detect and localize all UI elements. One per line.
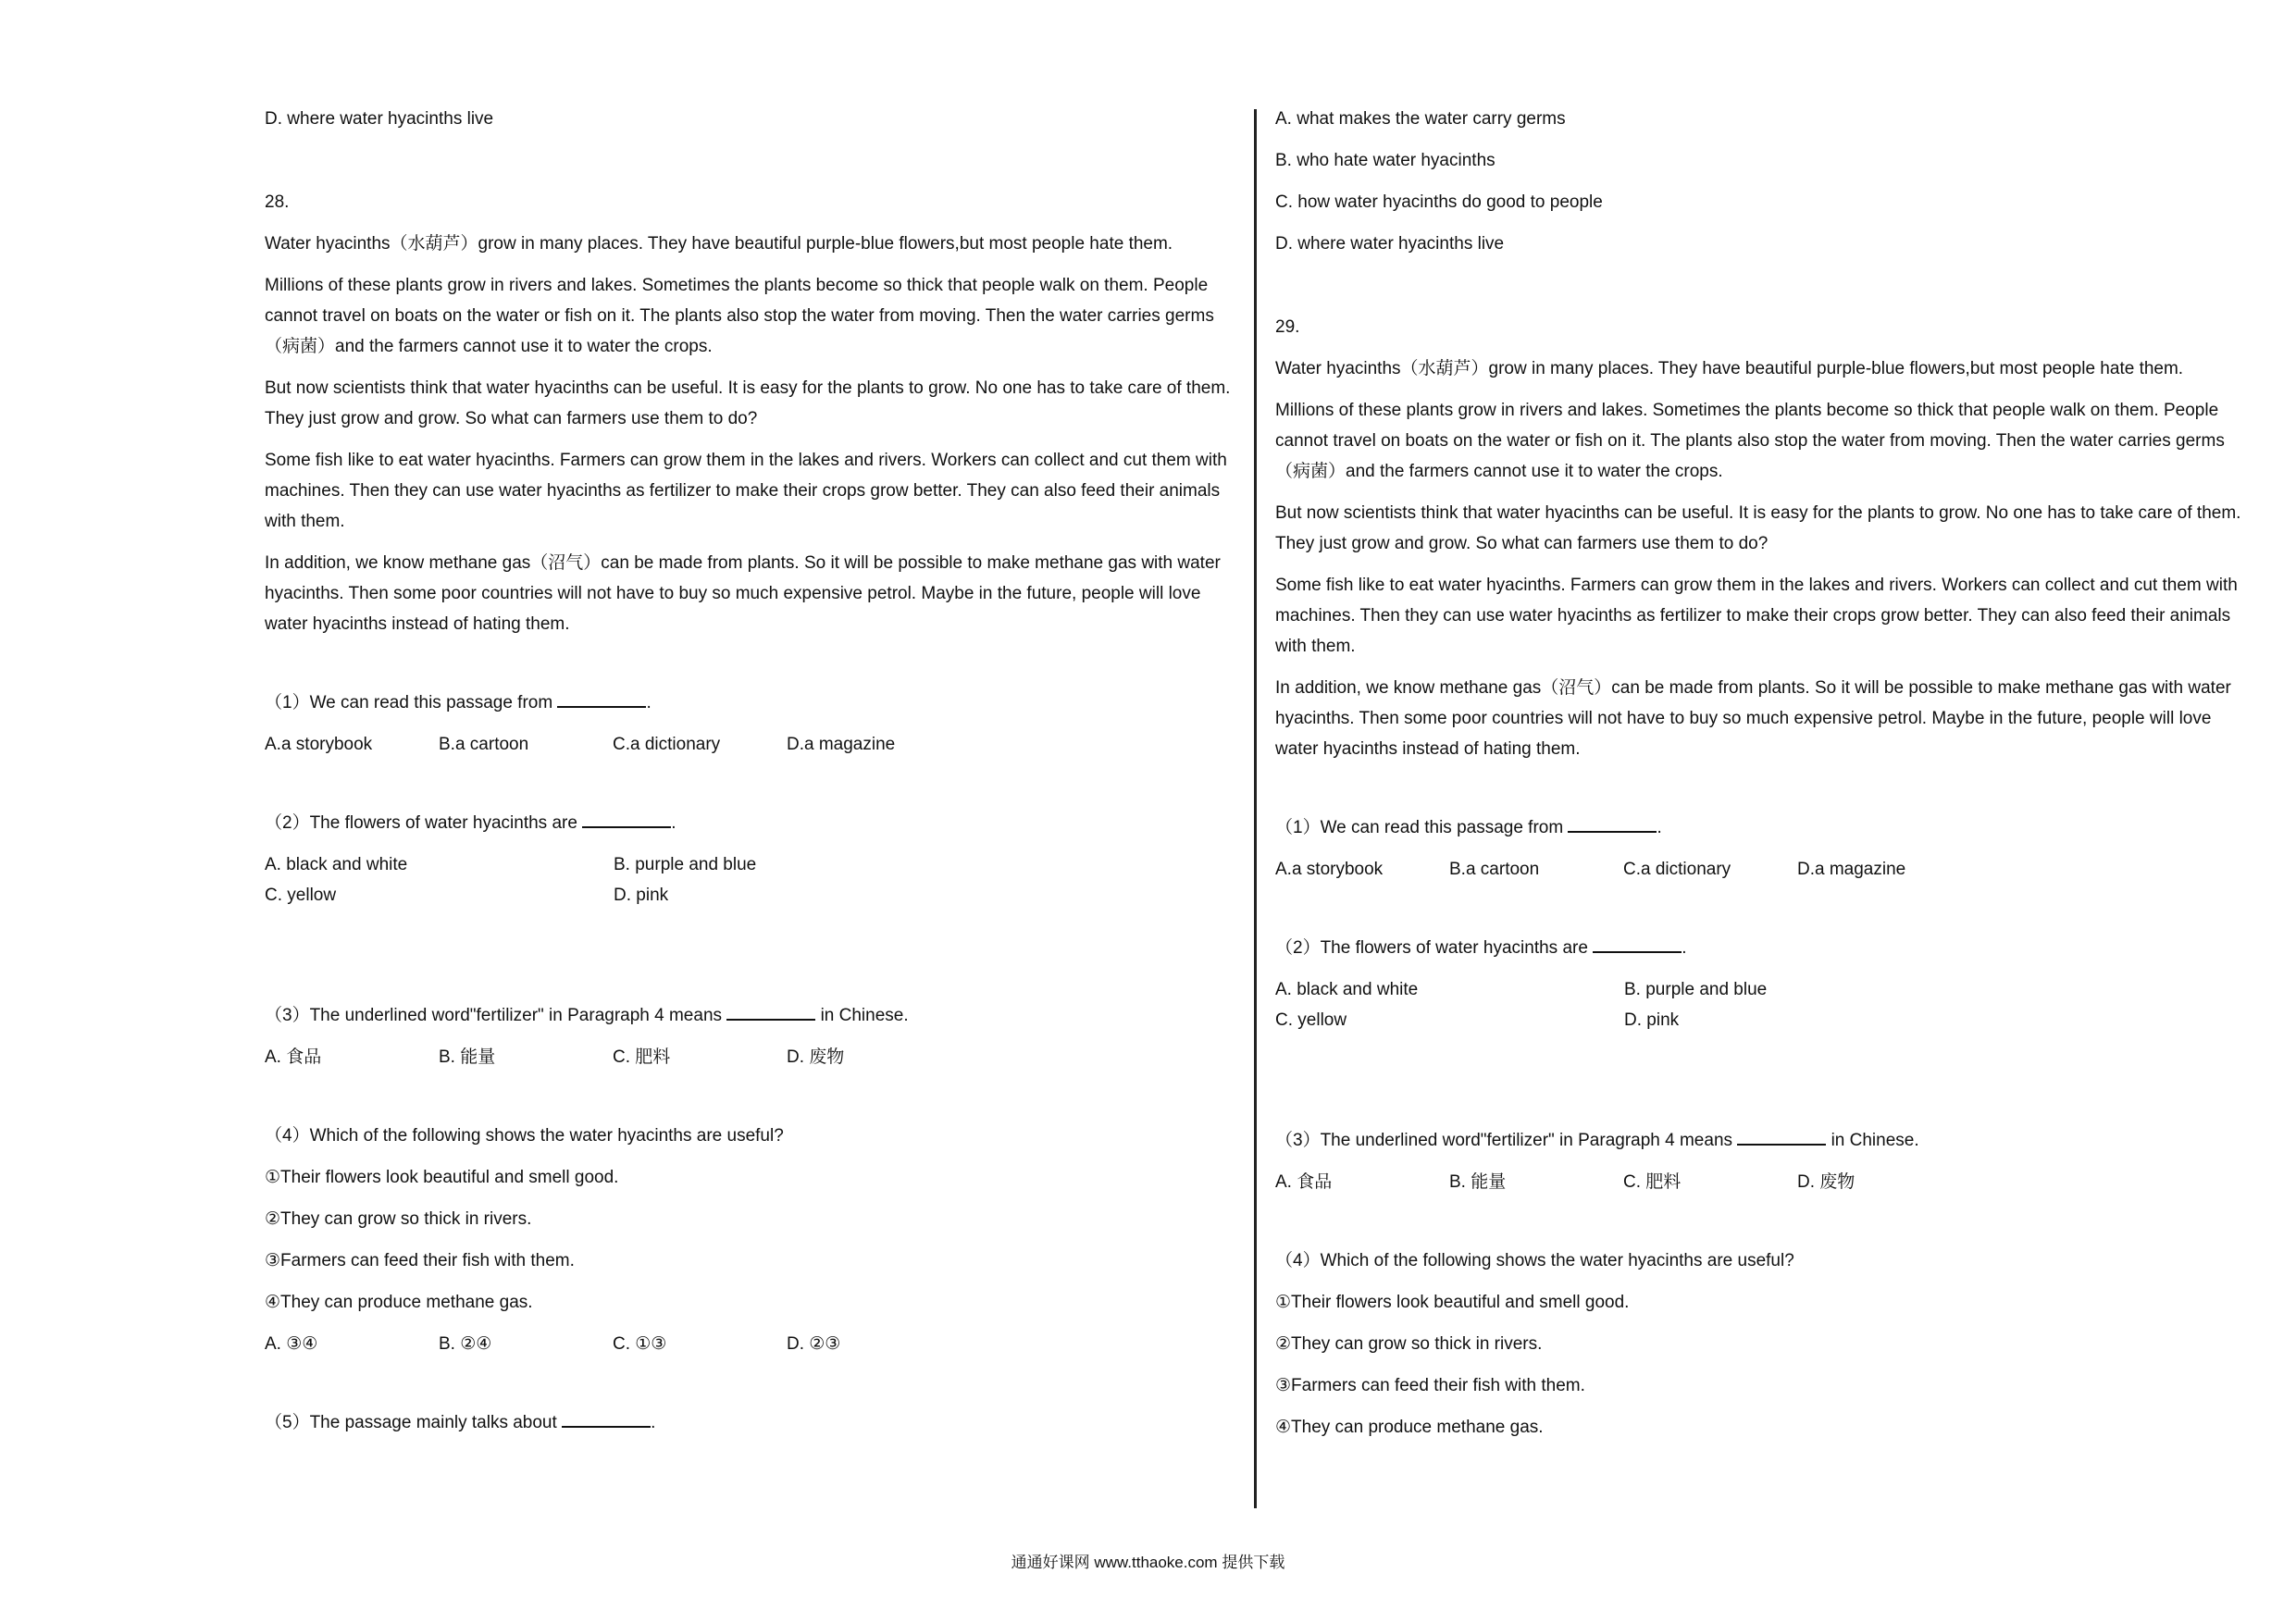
passage-paragraph: But now scientists think that water hyacinths can be useful. It is easy for the plants to grow. No one has to take care of them. They just grow and grow. So what can farmers use them to do? bbox=[1275, 503, 2241, 553]
option-text: B. who hate water hyacinths bbox=[1275, 151, 1496, 170]
option: C. yellow bbox=[1275, 1010, 1347, 1030]
sub-question: （5）The passage mainly talks about . bbox=[265, 1407, 1232, 1438]
statement-item: ③Farmers can feed their fish with them. bbox=[1275, 1376, 1585, 1395]
statement-item: ①Their flowers look beautiful and smell good. bbox=[265, 1168, 619, 1187]
option-grid bbox=[265, 849, 1232, 911]
option: C. 肥料 bbox=[1623, 1172, 1682, 1192]
statement-item: ④They can produce methane gas. bbox=[1275, 1418, 1544, 1437]
spacer bbox=[265, 1370, 1232, 1407]
statement-item: ③Farmers can feed their fish with them. bbox=[265, 1251, 575, 1270]
spacer bbox=[265, 145, 1232, 187]
question-number: 29. bbox=[1275, 317, 1300, 337]
passage-paragraph: Some fish like to eat water hyacinths. Farmers can grow them in the lakes and rivers. Workers can collect and cut them with machines. Then they can use water hyacinths as fertilizer to make their crops grow better. They can also feed their animals with them. bbox=[1275, 576, 2238, 656]
option: C. yellow bbox=[265, 886, 337, 905]
spacer bbox=[1275, 896, 2247, 933]
spacer bbox=[1275, 775, 2247, 812]
option: D. pink bbox=[1624, 1010, 1680, 1030]
passage-paragraph: Water hyacinths（水葫芦）grow in many places. They have beautiful purple-blue flowers,but most people hate them. bbox=[265, 234, 1173, 254]
option-text: C. how water hyacinths do good to people bbox=[1275, 192, 1603, 212]
option: A. ③④ bbox=[265, 1334, 318, 1354]
option-text: D. where water hyacinths live bbox=[1275, 234, 1505, 254]
spacer bbox=[1275, 1088, 2247, 1125]
sub-question: （4）Which of the following shows the water hyacinths are useful? bbox=[1275, 1251, 1794, 1270]
answer-blank bbox=[582, 808, 671, 828]
passage-paragraph: But now scientists think that water hyacinths can be useful. It is easy for the plants to grow. No one has to take care of them. They just grow and grow. So what can farmers use them to do? bbox=[265, 378, 1231, 428]
passage-paragraph: In addition, we know methane gas（沼气）can be made from plants. So it will be possible to make methane gas with water hyacinths. Then some poor countries will not have to buy so much expensive petrol. Maybe in the future, people will love water hyacinths instead of hating them. bbox=[265, 553, 1221, 634]
statement-item: ①Their flowers look beautiful and smell good. bbox=[1275, 1293, 1630, 1312]
passage-paragraph: Water hyacinths（水葫芦）grow in many places. They have beautiful purple-blue flowers,but most people hate them. bbox=[1275, 359, 2184, 378]
passage-paragraph: In addition, we know methane gas（沼气）can be made from plants. So it will be possible to make methane gas with water hyacinths. Then some poor countries will not have to buy so much expensive petrol. Maybe in the future, people will love water hyacinths instead of hating them. bbox=[1275, 678, 2231, 759]
question-number: 28. bbox=[265, 192, 290, 212]
option: A. black and white bbox=[265, 855, 408, 874]
option: D.a magazine bbox=[1797, 860, 1906, 879]
statement-item: ④They can produce methane gas. bbox=[265, 1293, 533, 1312]
option: B. 能量 bbox=[1449, 1172, 1507, 1192]
option: A.a storybook bbox=[265, 735, 373, 754]
option: B. 能量 bbox=[439, 1047, 496, 1067]
sub-question: （4）Which of the following shows the water hyacinths are useful? bbox=[265, 1126, 784, 1146]
spacer bbox=[265, 771, 1232, 808]
left-column bbox=[265, 104, 1232, 1449]
spacer bbox=[265, 922, 1232, 963]
option-row bbox=[1275, 854, 2247, 885]
sub-question: （1）We can read this passage from . bbox=[265, 688, 1232, 718]
right-column bbox=[1275, 104, 2247, 1454]
option: A.a storybook bbox=[1275, 860, 1384, 879]
option: C. 肥料 bbox=[613, 1047, 671, 1067]
spacer bbox=[265, 1084, 1232, 1121]
option-row bbox=[265, 1042, 1232, 1072]
option: A. 食品 bbox=[265, 1047, 322, 1067]
option: C. ①③ bbox=[613, 1334, 667, 1354]
statement-item: ②They can grow so thick in rivers. bbox=[265, 1209, 532, 1229]
option-row bbox=[265, 1329, 1232, 1359]
option: D. 废物 bbox=[1797, 1172, 1855, 1192]
option-row bbox=[1275, 1167, 2247, 1197]
spacer bbox=[265, 963, 1232, 1000]
option: B. purple and blue bbox=[614, 855, 757, 874]
sub-question: （1）We can read this passage from . bbox=[1275, 812, 2247, 843]
option: D.a magazine bbox=[787, 735, 896, 754]
page-footer: 通通好课网 www.tthaoke.com 提供下载 bbox=[1011, 1554, 1285, 1571]
passage-paragraph: Millions of these plants grow in rivers and lakes. Sometimes the plants become so thick that people walk on them. People cannot travel on boats on the water or fish on it. The plants also stop the water from moving. Then the water carries germs（病菌）and the farmers cannot use it to water the crops. bbox=[1275, 401, 2225, 481]
spacer bbox=[1275, 270, 2247, 312]
option: B.a cartoon bbox=[1449, 860, 1540, 879]
option-text: A. what makes the water carry germs bbox=[1275, 109, 1566, 129]
spacer bbox=[1275, 1208, 2247, 1245]
option: A. 食品 bbox=[1275, 1172, 1333, 1192]
option: B. ②④ bbox=[439, 1334, 492, 1354]
option: D. ②③ bbox=[787, 1334, 841, 1354]
sub-question: （3）The underlined word"fertilizer" in Paragraph 4 means in Chinese. bbox=[265, 1000, 1232, 1031]
passage-paragraph: Millions of these plants grow in rivers and lakes. Sometimes the plants become so thick that people walk on them. People cannot travel on boats on the water or fish on it. The plants also stop the water from moving. Then the water carries germs（病菌）and the farmers cannot use it to water the crops. bbox=[265, 276, 1214, 356]
option: D. 废物 bbox=[787, 1047, 845, 1067]
option: D. pink bbox=[614, 886, 669, 905]
sub-question: （3）The underlined word"fertilizer" in Paragraph 4 means in Chinese. bbox=[1275, 1125, 2247, 1156]
option-text: D. where water hyacinths live bbox=[265, 109, 494, 129]
statement-item: ②They can grow so thick in rivers. bbox=[1275, 1334, 1543, 1354]
spacer bbox=[1275, 1047, 2247, 1088]
option: C.a dictionary bbox=[613, 735, 721, 754]
answer-blank bbox=[726, 1000, 815, 1021]
spacer bbox=[265, 650, 1232, 688]
answer-blank bbox=[1593, 933, 1682, 953]
sub-question: （2）The flowers of water hyacinths are . bbox=[265, 808, 1232, 838]
answer-blank bbox=[557, 688, 646, 708]
option: B. purple and blue bbox=[1624, 980, 1768, 999]
answer-blank bbox=[562, 1407, 651, 1428]
option-row bbox=[265, 729, 1232, 760]
passage-paragraph: Some fish like to eat water hyacinths. Farmers can grow them in the lakes and rivers. Workers can collect and cut them with machines. Then they can use water hyacinths as fertilizer to make their crops grow better. They can also feed their animals with them. bbox=[265, 451, 1227, 531]
option: A. black and white bbox=[1275, 980, 1419, 999]
column-divider bbox=[1254, 109, 1257, 1508]
option: B.a cartoon bbox=[439, 735, 529, 754]
sub-question: （2）The flowers of water hyacinths are . bbox=[1275, 933, 2247, 963]
answer-blank bbox=[1568, 812, 1657, 833]
option-grid bbox=[1275, 974, 2247, 1035]
option: C.a dictionary bbox=[1623, 860, 1731, 879]
answer-blank bbox=[1737, 1125, 1826, 1146]
